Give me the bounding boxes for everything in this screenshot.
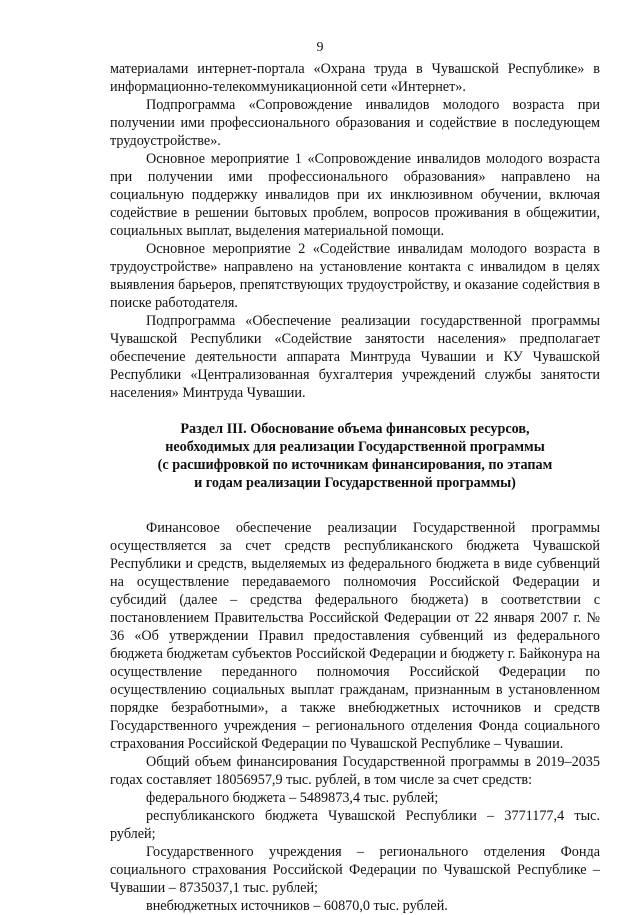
page-number: 9	[316, 40, 324, 55]
paragraph-financing-sources: Финансовое обеспечение реализации Государственной программы осуществляется за счет средств республиканского бюджета Чувашской Республики и средств, выделяемых из федерального бюджета в виде субвенций на осуществление передаваемого полномочия Российской Федерации и субсидий (далее – средства федерального бюджета) в соответствии с постановлением Правительства Российской Федерации от 22 января 2007 г. № 36 «Об утверждении Правил предоставления субвенций из федерального бюджета бюджетам субъектов Российской Федерации и бюджету г. Байконура на осуществление переданного полномочия Российской Федерации по осуществлению социальных выплат гражданам, признанным в установленном порядке безработными», а также внебюджетных источников и средств Государственного учреждения – регионального отделения Фонда социального страхования Российской Федерации по Чувашской Республике – Чувашии.	[110, 520, 600, 752]
section-heading-line: Раздел III. Обоснование объема финансовых ресурсов,	[180, 421, 530, 437]
paragraph-main-activity-1: Основное мероприятие 1 «Сопровождение инвалидов молодого возраста при получении ими профессионального образования» направлено на социальную поддержку инвалидов при их инклюзивном обучении, включая содействие в решении бытовых проблем, вопросов проживания в общежитии, социальных выплат, выделения материальной помощи.	[110, 151, 600, 239]
list-item-extrabudgetary: внебюджетных источников – 60870,0 тыс. рублей.	[146, 898, 448, 914]
section-heading-line: и годам реализации Государственной программы)	[194, 475, 516, 491]
list-item-republican-budget: республиканского бюджета Чувашской Республики – 3771177,4 тыс. рублей;	[110, 808, 600, 842]
paragraph-main-activity-2: Основное мероприятие 2 «Содействие инвалидам молодого возраста в трудоустройстве» направлено на установление контакта с инвалидом в целях выявления барьеров, препятствующих трудоустройству, и оказание содействия в поиске работодателя.	[110, 241, 600, 311]
paragraph-subprogram-support: Подпрограмма «Сопровождение инвалидов молодого возраста при получении ими профессионального образования и содействие в последующем трудоустройстве».	[110, 97, 600, 149]
list-item-social-insurance-fund: Государственного учреждения – регионального отделения Фонда социального страхования Российской Федерации по Чувашской Республике – Чувашии – 8735037,1 тыс. рублей;	[110, 844, 600, 896]
document-body	[110, 60, 600, 915]
section-heading-line: необходимых для реализации Государственной программы	[165, 439, 545, 455]
paragraph-total-financing: Общий объем финансирования Государственной программы в 2019–2035 годах составляет 18056957,9 тыс. рублей, в том числе за счет средств:	[110, 754, 600, 788]
list-item-federal-budget: федерального бюджета – 5489873,4 тыс. рублей;	[146, 790, 439, 806]
section-heading	[110, 420, 600, 492]
paragraph-portal-materials: материалами интернет-портала «Охрана труда в Чувашской Республике» в информационно-телекоммуникационной сети «Интернет».	[110, 61, 600, 95]
section-heading-line: (с расшифровкой по источникам финансирования, по этапам	[157, 457, 553, 473]
paragraph-subprogram-implementation: Подпрограмма «Обеспечение реализации государственной программы Чувашской Республики «Содействие занятости населения» предполагает обеспечение деятельности аппарата Минтруда Чувашии и КУ Чувашской Республики «Централизованная бухгалтерия учреждений службы занятости населения» Минтруда Чувашии.	[110, 313, 600, 401]
